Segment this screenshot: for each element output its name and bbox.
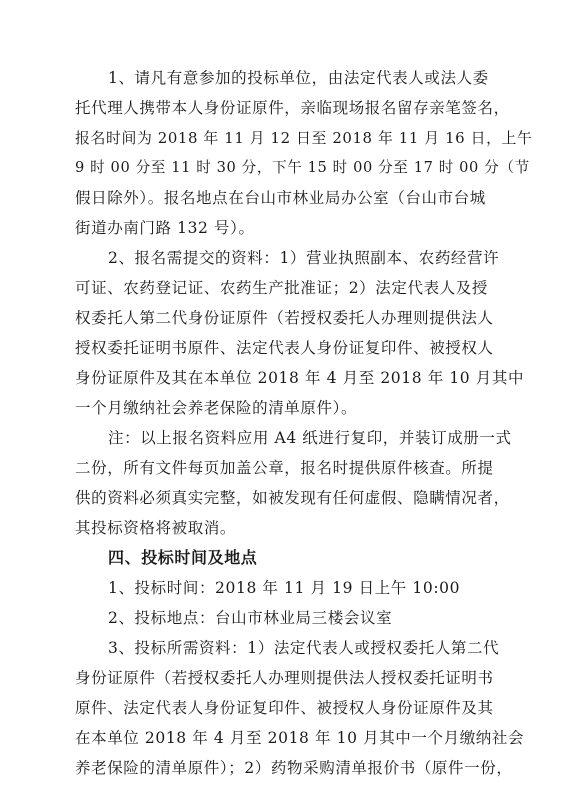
line-text: 假日除外）。报名地点在台山市林业局办公室（台山市台城 [75, 189, 486, 207]
line-text: 供的资料必须真实完整，如被发现有任何虚假、隐瞒情况者， [75, 489, 510, 507]
paragraph-line [0, 576, 565, 600]
line-text: 身份证原件（若授权委托人办理则提供法人授权委托证明书 [75, 669, 494, 687]
line-text: 街道办南门路 132 号）。 [75, 219, 255, 237]
heading-text: 四、投标时间及地点 [108, 548, 258, 567]
line-text: 注：以上报名资料应用 A4 纸进行复印，并装订成册一式 [108, 429, 512, 447]
paragraph-line [0, 666, 565, 690]
line-text: 2、投标地点：台山市林业局三楼会议室 [108, 609, 393, 627]
line-text: 身份证原件及其在本单位 2018 年 4 月至 2018 年 10 月其中 [75, 369, 525, 387]
paragraph-line [0, 366, 565, 390]
section-heading [0, 546, 565, 570]
line-text: 其投标资格将被取消。 [75, 519, 237, 537]
line-text: 报名时间为 2018 年 11 月 12 日至 2018 年 11 月 16 日，上午 [75, 129, 533, 147]
line-text: 9 时 00 分至 11 时 30 分，下午 15 时 00 分至 17 时 00 分（节 [75, 159, 530, 176]
paragraph-line [0, 636, 565, 660]
paragraph-line [0, 756, 565, 780]
line-text: 原件、法定代表人身份证复印件、被授权人身份证原件及其 [75, 699, 494, 717]
line-text: 1、投标时间：2018 年 11 月 19 日上午 10:00 [108, 579, 461, 597]
line-text: 在本单位 2018 年 4 月至 2018 年 10 月其中一个月缴纳社会 [75, 729, 525, 747]
line-text: 2、报名需提交的资料：1）营业执照副本、农药经营许 [108, 249, 500, 267]
paragraph-line [0, 306, 565, 330]
paragraph-line [0, 396, 565, 420]
paragraph-line [0, 516, 565, 540]
paragraph-line [0, 456, 565, 480]
line-text: 1、请凡有意参加的投标单位，由法定代表人或法人委 [108, 69, 489, 87]
paragraph-line [0, 726, 565, 750]
paragraph-line [0, 276, 565, 300]
line-text: 授权委托证明书原件、法定代表人身份证复印件、被授权人 [75, 339, 494, 357]
paragraph-line [0, 96, 565, 120]
paragraph-line [0, 486, 565, 510]
line-text: 权委托人第二代身份证原件（若授权委托人办理则提供法人 [75, 309, 494, 327]
line-text: 托代理人携带本人身份证原件，亲临现场报名留存亲笔签名， [75, 99, 510, 117]
line-text: 一个月缴纳社会养老保险的清单原件）。 [75, 399, 358, 417]
paragraph-line [0, 186, 565, 210]
paragraph-line [0, 156, 565, 180]
paragraph-line [0, 66, 565, 90]
line-text: 二份，所有文件每页加盖公章，报名时提供原件核查。所提 [75, 459, 494, 477]
paragraph-line [0, 216, 565, 240]
line-text: 养老保险的清单原件）；2）药物采购清单报价书（原件一份， [75, 759, 513, 777]
line-text: 3、投标所需资料：1）法定代表人或授权委托人第二代 [108, 639, 500, 657]
line-text: 可证、农药登记证、农药生产批准证；2）法定代表人及授 [75, 279, 488, 297]
paragraph-line [0, 606, 565, 630]
paragraph-line [0, 696, 565, 720]
paragraph-line [0, 126, 565, 150]
paragraph-line [0, 336, 565, 360]
paragraph-line [0, 426, 565, 450]
paragraph-line [0, 246, 565, 270]
